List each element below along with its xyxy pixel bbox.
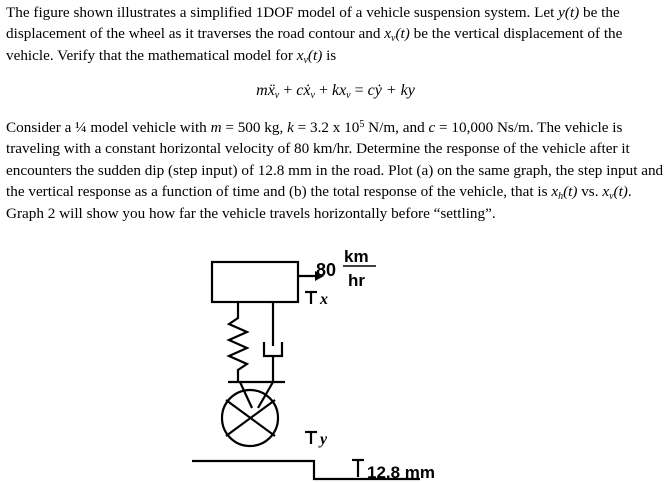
speed-unit-top: km [344,247,369,266]
var-xv-t: $x_v(t)$ [384,25,410,45]
y-label: y [320,431,328,448]
var-xv-t-3: $x_v(t)$ [602,183,628,203]
speed-unit-bottom: hr [348,271,365,290]
dip-label: 12.8 mm [367,463,436,482]
vehicle-mass-block [212,262,298,302]
x-label: x [320,291,328,308]
var-xv-t-2: $x_v(t)$ [296,46,323,66]
var-xh-t: $x_h(t)$ [551,183,578,203]
var-y-t: y(t) [558,4,580,21]
equation-of-motion: mẍ$_v$ + cẋ$_v$ + $kx_v$ = cẏ + ky [256,82,415,101]
spring-icon [229,302,247,382]
problem-paragraph-1: The figure shown illustrates a simplified 1DOF model of a vehicle suspension system. Let y(t) be the displacement of the wheel as it traverses the road contour and $x_v(t)$ be the vertical displacement of the vehicle. Verify that the mathematical model for $x_v(t)$ is [6,4,623,66]
speed-value: 80 [316,260,337,280]
problem-paragraph-2: Consider a ¼ model vehicle with m = 500 kg, k = 3.2 x $10^5$ N/m, and c = 10,000 Ns/m. The vehicle is traveling with a constant horizontal velocity of 80 km/hr. Determine the response of the vehicle after it encounters the sudden dip (step input) of 12.8 mm in the road. Plot (a) on the same graph, the step input and the vertical response as a function of time and (b) the total response of the vehicle, that is $x_h(t)$ vs. $x_v(t)$. Graph 2 will show you how far the vehicle travels horizontally before “settling”. [6,119,664,222]
